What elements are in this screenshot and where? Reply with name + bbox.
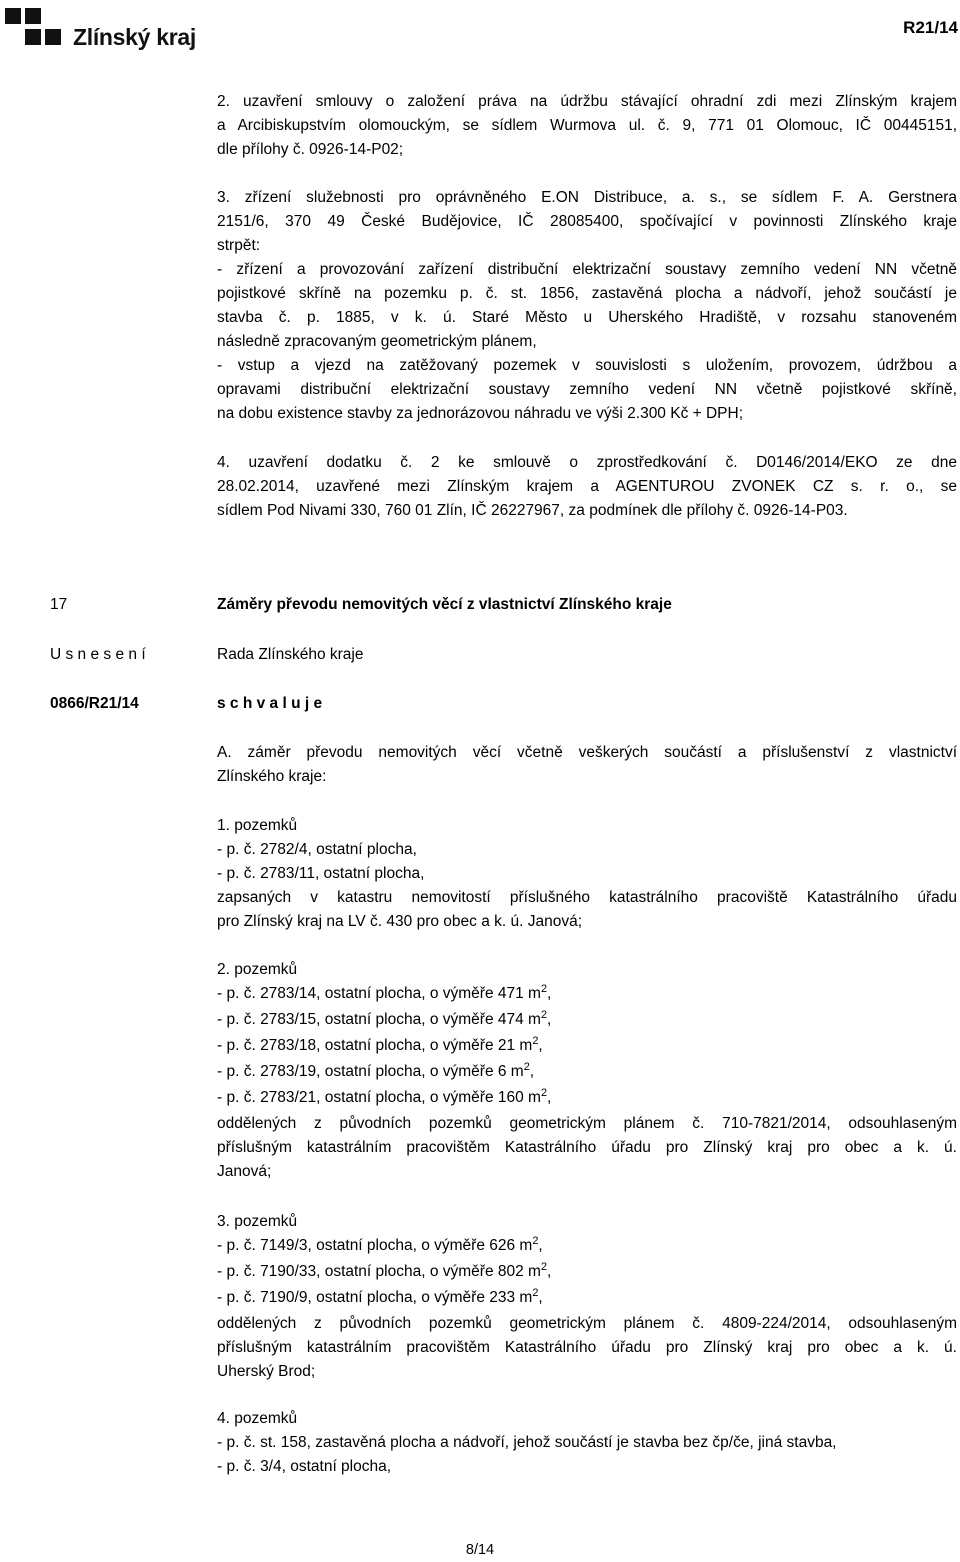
- group-heading: 2. pozemků: [217, 961, 298, 978]
- list-item: - p. č. 2783/21, ostatní plocha, o výměře 160 $m^2$,: [217, 1087, 552, 1106]
- text-line: 28.02.2014, uzavřené mezi Zlínským krajem a AGENTUROU ZVONEK CZ s. r. o., se: [217, 478, 957, 495]
- item-2: [217, 90, 957, 162]
- item-3: [217, 186, 957, 426]
- text-line: - zřízení a provozování zařízení distribuční elektrizační soustavy zemního vedení NN včetně: [217, 261, 957, 278]
- zlinsky-kraj-logo-icon: [5, 8, 71, 50]
- list-item: - p. č. 2783/18, ostatní plocha, o výměře 21 $m^2$,: [217, 1035, 543, 1054]
- resolution-verb: s c h v a l u j e: [217, 695, 323, 712]
- list-item: - p. č. st. 158, zastavěná plocha a nádvoří, jehož součástí je stavba bez čp/če, jiná stavba,: [217, 1434, 837, 1451]
- group-1: [217, 814, 957, 934]
- text-line: a Arcibiskupstvím olomouckým, se sídlem Wurmova ul. č. 9, 771 01 Olomouc, IČ 00445151,: [217, 117, 957, 134]
- list-item: - p. č. 7190/33, ostatní plocha, o výměře 802 $m^2$,: [217, 1261, 552, 1280]
- text-line: A. záměr převodu nemovitých věcí včetně veškerých součástí a příslušenství z vlastnictví: [217, 744, 957, 761]
- item-4: [217, 451, 957, 523]
- list-item: - p. č. 7190/9, ostatní plocha, o výměře 233 $m^2$,: [217, 1287, 543, 1306]
- list-item: - p. č. 2782/4, ostatní plocha,: [217, 841, 417, 858]
- resolution-number: 0866/R21/14: [50, 695, 139, 712]
- text-line: příslušným katastrálním pracovištěm Katastrálního úřadu pro Zlínský kraj pro obec a k. ú.: [217, 1339, 957, 1356]
- text-line: zapsaných v katastru nemovitostí příslušného katastrálního pracoviště Katastrálního úřadu: [217, 889, 957, 906]
- page-number: 8/14: [465, 1542, 495, 1558]
- text-line: - vstup a vjezd na zatěžovaný pozemek v souvislosti s uložením, provozem, údržbou a: [217, 357, 957, 374]
- text-line: stavba č. p. 1885, v k. ú. Staré Město u Uherského Hradiště, v rozsahu stanoveném: [217, 309, 957, 326]
- text-line: strpět:: [217, 237, 261, 254]
- usneseni-label: U s n e s e n í: [50, 646, 146, 663]
- text-line: 4. uzavření dodatku č. 2 ke smlouvě o zprostředkování č. D0146/2014/EKO ze dne: [217, 454, 957, 471]
- text-line: příslušným katastrálním pracovištěm Katastrálního úřadu pro Zlínský kraj pro obec a k. ú.: [217, 1139, 957, 1156]
- text-line: pro Zlínský kraj na LV č. 430 pro obec a k. ú. Janová;: [217, 913, 583, 930]
- list-item: - p. č. 2783/19, ostatní plocha, o výměře 6 $m^2$,: [217, 1061, 535, 1080]
- group-heading: 4. pozemků: [217, 1410, 298, 1427]
- group-3: [217, 1210, 957, 1384]
- text-line: 3. zřízení služebnosti pro oprávněného E.ON Distribuce, a. s., se sídlem F. A. Gerstnera: [217, 189, 957, 206]
- section-title: Záměry převodu nemovitých věcí z vlastnictví Zlínského kraje: [217, 596, 672, 613]
- text-line: dle přílohy č. 0926-14-P02;: [217, 141, 404, 158]
- list-item: - p. č. 3/4, ostatní plocha,: [217, 1458, 392, 1475]
- text-line: pojistkové skříně na pozemku p. č. st. 1856, zastavěná plocha a nádvoří, jehož součástí je: [217, 285, 957, 302]
- group-2: [217, 958, 957, 1184]
- section-number: 17: [50, 596, 68, 613]
- text-line: opravami distribuční elektrizační soustavy zemního vedení NN včetně pojistkové skříně,: [217, 381, 957, 398]
- list-item: - p. č. 2783/11, ostatní plocha,: [217, 865, 425, 882]
- list-item: - p. č. 2783/14, ostatní plocha, o výměře 471 $m^2$,: [217, 983, 552, 1002]
- text-line: 2. uzavření smlouvy o založení práva na údržbu stávající ohradní zdi mezi Zlínským krajem: [217, 93, 957, 110]
- page-header: [0, 0, 960, 60]
- text-line: Uherský Brod;: [217, 1363, 316, 1380]
- text-line: oddělených z původních pozemků geometrickým plánem č. 710-7821/2014, odsouhlaseným: [217, 1115, 957, 1132]
- intro-a: [217, 741, 957, 789]
- text-line: 2151/6, 370 49 České Budějovice, IČ 28085400, spočívající v povinnosti Zlínského kraje: [217, 213, 957, 230]
- list-item: - p. č. 2783/15, ostatní plocha, o výměře 474 $m^2$,: [217, 1009, 552, 1028]
- text-line: sídlem Pod Nivami 330, 760 01 Zlín, IČ 26227967, za podmínek dle přílohy č. 0926-14-P03.: [217, 502, 848, 519]
- text-line: Zlínského kraje:: [217, 768, 327, 785]
- group-heading: 1. pozemků: [217, 817, 298, 834]
- text-line: Janová;: [217, 1163, 272, 1180]
- resolution-body: Rada Zlínského kraje: [217, 646, 364, 663]
- group-heading: 3. pozemků: [217, 1213, 298, 1230]
- text-line: následně zpracovaným geometrickým plánem,: [217, 333, 537, 350]
- text-line: na dobu existence stavby za jednorázovou náhradu ve výši 2.300 Kč + DPH;: [217, 405, 744, 422]
- text-line: oddělených z původních pozemků geometrickým plánem č. 4809-224/2014, odsouhlaseným: [217, 1315, 957, 1332]
- page-code: R21/14: [903, 18, 958, 37]
- group-4: [217, 1407, 957, 1479]
- list-item: - p. č. 7149/3, ostatní plocha, o výměře 626 $m^2$,: [217, 1235, 543, 1254]
- org-name: Zlínský kraj: [73, 24, 196, 50]
